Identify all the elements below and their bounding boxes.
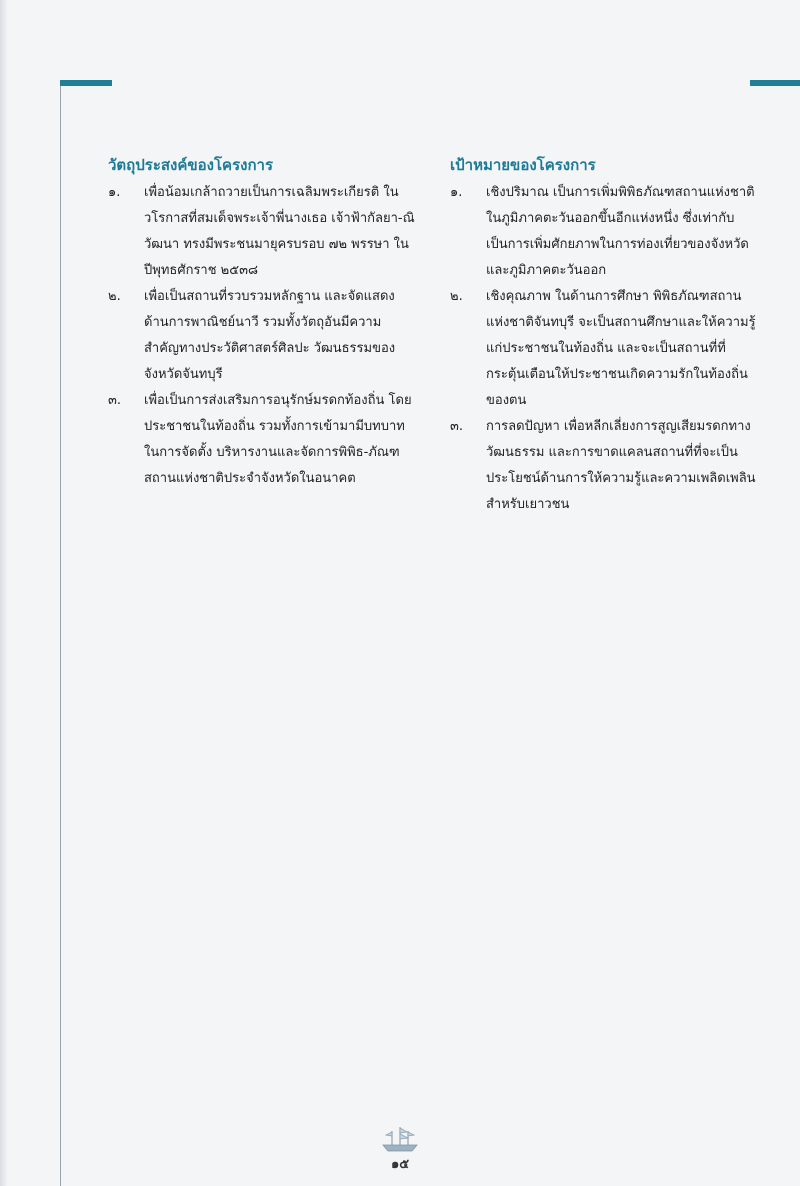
goal-item-3 <box>450 414 758 518</box>
top-accent-bar-right <box>750 80 800 86</box>
objectives-section <box>108 152 416 492</box>
goals-section <box>450 152 758 518</box>
objective-text: เพื่อเป็นการส่งเสริมการอนุรักษ์มรดกท้องถิ่น โดยประชาชนในท้องถิ่น รวมทั้งการเข้ามามีบทบาทในการจัดตั้ง บริหารงานและจัดการพิพิธ-ภัณฑสถานแห่งชาติประจำจังหวัดในอนาคต <box>144 393 412 486</box>
objective-number: ๓. <box>108 393 122 408</box>
page-number: ๑๕ <box>390 1157 410 1172</box>
objective-number: ๑. <box>108 185 121 200</box>
goals-heading: เป้าหมายของโครงการ <box>450 156 596 174</box>
goal-item-1 <box>450 180 758 284</box>
goal-number: ๑. <box>450 185 463 200</box>
goal-text: การลดปัญหา เพื่อหลีกเลี่ยงการสูญเสียมรดกทางวัฒนธรรม และการขาดแคลนสถานที่ที่จะเป็นประโยชน์ด้านการให้ความรู้และความเพลิดเพลินสำหรับเยาวชน <box>486 419 756 512</box>
objectives-heading: วัตถุประสงค์ของโครงการ <box>108 156 274 174</box>
objective-number: ๒. <box>108 289 121 304</box>
goal-text: เชิงคุณภาพ ในด้านการศึกษา พิพิธภัณฑสถานแห่งชาติจันทบุรี จะเป็นสถานศึกษาและให้ความรู้แก่ประชาชนในท้องถิ่น และจะเป็นสถานที่ที่กระตุ้นเตือนให้ประชาชนเกิดความรักในท้องถิ่นของตน <box>486 289 756 408</box>
goal-number: ๒. <box>450 289 463 304</box>
objective-item-3 <box>108 388 416 492</box>
objective-item-2 <box>108 284 416 388</box>
objective-text: เพื่อน้อมเกล้าถวายเป็นการเฉลิมพระเกียรติ ในวโรกาสที่สมเด็จพระเจ้าพี่นางเธอ เจ้าฟ้ากัลยา-ณิวัฒนา ทรงมีพระชนมายุครบรอบ ๗๒ พรรษา ในปีพุทธศักราช ๒๕๓๘ <box>144 185 415 278</box>
top-accent-bar-left <box>60 80 112 86</box>
page-footer <box>0 1124 800 1174</box>
goal-text: เชิงปริมาณ เป็นการเพิ่มพิพิธภัณฑสถานแห่งชาติในภูมิภาคตะวันออกขึ้นอีกแห่งหนึ่ง ซึ่งเท่ากับเป็นการเพิ่มศักยภาพในการท่องเที่ยวของจังหวัดและภูมิภาคตะวันออก <box>486 185 755 278</box>
goal-number: ๓. <box>450 419 464 434</box>
left-margin-rule <box>60 82 61 1186</box>
page-edge <box>0 0 8 1186</box>
objective-text: เพื่อเป็นสถานที่รวบรวมหลักฐาน และจัดแสดงด้านการพาณิชย์นาวี รวมทั้งวัตถุอันมีความสำคัญทางประวัติศาสตร์ศิลปะ วัฒนธรรมของจังหวัดจันทบุรี <box>144 289 396 382</box>
objective-item-1 <box>108 180 416 284</box>
ship-icon <box>380 1124 420 1154</box>
goal-item-2 <box>450 284 758 414</box>
